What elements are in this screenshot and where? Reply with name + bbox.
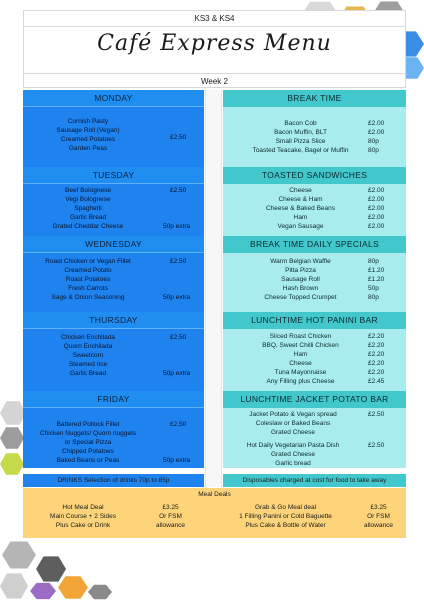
disposables-note: Disposables charged at cost for food to take away — [223, 474, 406, 487]
hot-meal-deal — [38, 503, 128, 530]
jacket-potato-heading: LUNCHTIME JACKET POTATO BAR — [223, 391, 406, 408]
menu-item: Tuna Mayonnaise £2.20 — [274, 369, 385, 376]
deal-line: Hot Meal Deal — [62, 504, 104, 511]
menu-item: Baked Beans or Peas — [56, 457, 120, 464]
deal-price: £3.25 — [370, 504, 387, 511]
drinks-note: DRINKS Selection of drinks 70p to 85p — [23, 474, 204, 487]
menu-item: Sweetcorn — [72, 352, 104, 359]
menu-item: Garden Peas — [68, 145, 108, 152]
hot-meal-price — [148, 503, 193, 530]
menu-item: Cheese £2.00 — [289, 187, 385, 194]
menu-item: Steamed rice — [68, 361, 108, 368]
menu-item: Quorn Enchilada — [63, 343, 113, 350]
wednesday-heading: WEDNESDAY — [23, 236, 204, 253]
menu-item: Grated Cheddar Cheese — [52, 223, 124, 230]
menu-item: Chicken Enchilada — [61, 334, 115, 341]
menu-item: Small Pizza Slice 80p — [275, 138, 379, 145]
wednesday-extra: 50p extra — [163, 294, 191, 301]
menu-item: Garlic bread — [275, 460, 311, 467]
menu-title: Café Express Menu — [97, 31, 332, 56]
monday-heading: MONDAY — [23, 90, 204, 107]
menu-item: Bacon Cob £2.00 — [284, 120, 385, 127]
menu-item: Grated Cheese — [270, 451, 316, 458]
deal-line: Grab & Go Meal deal — [254, 504, 317, 511]
deal-price: £3.25 — [162, 504, 179, 511]
daily-menu-column — [23, 90, 204, 468]
deal-line: Plus Cake & Bottle of Water — [245, 522, 326, 529]
menu-item: Creamed Potatoes — [60, 136, 116, 143]
key-stage-label: KS3 & KS4 — [24, 11, 405, 27]
friday-heading: FRIDAY — [23, 391, 204, 408]
menu-item: Spaghetti — [74, 205, 102, 212]
week-label: Week 2 — [24, 73, 405, 89]
thursday-heading: THURSDAY — [23, 312, 204, 329]
menu-item: Hot Daily Vegetarian Pasta Dish — [246, 442, 340, 449]
menu-item: Cheese & Ham £2.00 — [278, 196, 385, 203]
menu-item: Any Filling plus Cheese £2.45 — [266, 378, 385, 385]
break-time-section — [223, 107, 406, 167]
decor-hex — [0, 572, 28, 600]
menu-item: Sausage Roll £1.20 — [281, 276, 385, 283]
thursday-price: £2.50 — [170, 334, 187, 341]
menu-item: Battered Pollock Fillet — [56, 421, 120, 428]
menu-item: Vegi Bolognese — [65, 196, 111, 203]
monday-price: £2.50 — [170, 134, 187, 141]
deal-line: Main Course + 2 Sides — [50, 513, 116, 520]
menu-item: Vegan Sausage £2.00 — [277, 223, 385, 230]
menu-item: Chipped Potatoes — [62, 448, 114, 455]
toasted-sandwiches-heading: TOASTED SANDWICHES — [223, 167, 406, 184]
menu-item: Beef Bolognese — [65, 187, 111, 194]
menu-item: Grated Cheese — [270, 429, 316, 436]
menu-item: Toasted Teacake, Bagel or Muffin 80p — [252, 147, 379, 154]
menu-item: Sausage Roll (Vegan) — [56, 127, 120, 134]
menu-item: Warm Belgian Waffle 80p — [270, 258, 379, 265]
friday-section — [23, 408, 204, 468]
wednesday-price: £2.50 — [170, 258, 187, 265]
menu-item: Bacon Muffin, BLT £2.00 — [274, 129, 385, 136]
tuesday-heading: TUESDAY — [23, 167, 204, 184]
deal-price: allowance — [156, 522, 185, 529]
grab-and-go-price — [356, 503, 401, 530]
daily-specials-heading: BREAK TIME DAILY SPECIALS — [223, 236, 406, 253]
meal-deals-title: Meal Deals — [198, 491, 231, 498]
decor-hex — [0, 426, 24, 450]
jacket-potato-section — [223, 408, 406, 468]
menu-item: Fresh Carrots — [68, 285, 108, 292]
column-divider — [205, 90, 222, 487]
friday-extra: 50p extra — [163, 457, 191, 464]
decor-hex — [2, 540, 36, 570]
grab-and-go-deal — [223, 503, 348, 530]
menu-item: Sliced Roast Chicken £2.20 — [269, 333, 385, 340]
tuesday-extra: 50p extra — [163, 223, 191, 230]
panini-bar-section — [223, 329, 406, 391]
menu-item: Cheese Topped Crumpet 80p — [264, 294, 379, 301]
menu-item: Garlic Bread — [69, 214, 107, 221]
deal-price: Or FSM — [367, 513, 390, 520]
decor-hex — [88, 584, 112, 600]
thursday-section — [23, 329, 204, 391]
decor-hex — [58, 575, 88, 600]
menu-item: or Special Pizza — [64, 439, 112, 446]
friday-price: £2.50 — [170, 421, 187, 428]
jacket-price: £2.50 — [368, 411, 385, 418]
pasta-price: £2.50 — [368, 442, 385, 449]
daily-specials-section — [223, 253, 406, 312]
menu-item: Roast Chicken or Vegan Fillet — [45, 258, 131, 265]
menu-item: Pitta Pizza £1.20 — [285, 267, 385, 274]
menu-item: Roast Potatoes — [65, 276, 111, 283]
panini-bar-heading: LUNCHTIME HOT PANINI BAR — [223, 312, 406, 329]
deal-price: Or FSM — [159, 513, 182, 520]
menu-item: Sage & Onion Seasoning — [51, 294, 125, 301]
tuesday-section — [23, 184, 204, 236]
decor-hex — [30, 582, 56, 600]
wednesday-section — [23, 253, 204, 312]
menu-item: Creamed Potato — [64, 267, 112, 274]
menu-item: Ham £2.00 — [293, 214, 385, 221]
monday-section — [23, 107, 204, 167]
menu-item: Hash Brown 50p — [282, 285, 379, 292]
toasted-sandwiches-section — [223, 184, 406, 236]
menu-item: BBQ, Sweet Chilli Chicken £2.20 — [262, 342, 385, 349]
decor-hex — [0, 452, 24, 476]
menu-item: Cheese £2.20 — [289, 360, 385, 367]
menu-item: Garlic Bread — [69, 370, 107, 377]
menu-item: Coleslaw or Baked Beans — [255, 420, 331, 427]
menu-item: Ham £2.20 — [293, 351, 385, 358]
menu-item: Chicken Nuggets/ Quorn nuggets — [39, 430, 137, 437]
menu-item: Jacket Potato & Vegan spread — [249, 411, 337, 418]
deal-price: allowance — [364, 522, 393, 529]
break-time-heading: BREAK TIME — [223, 90, 406, 107]
decor-hex — [36, 555, 66, 583]
deal-line: 1 Filling Panini or Cold Baguette — [239, 513, 332, 520]
thursday-extra: 50p extra — [163, 370, 191, 377]
tuesday-price: £2.50 — [170, 187, 187, 194]
extras-menu-column — [223, 90, 406, 468]
deal-line: Plus Cake or Drink — [55, 522, 111, 529]
menu-item: Cheese & Baked Beans £2.00 — [265, 205, 385, 212]
meal-deals-panel — [23, 488, 406, 538]
menu-header — [23, 10, 406, 88]
menu-item: Cornish Pasty — [67, 118, 109, 125]
